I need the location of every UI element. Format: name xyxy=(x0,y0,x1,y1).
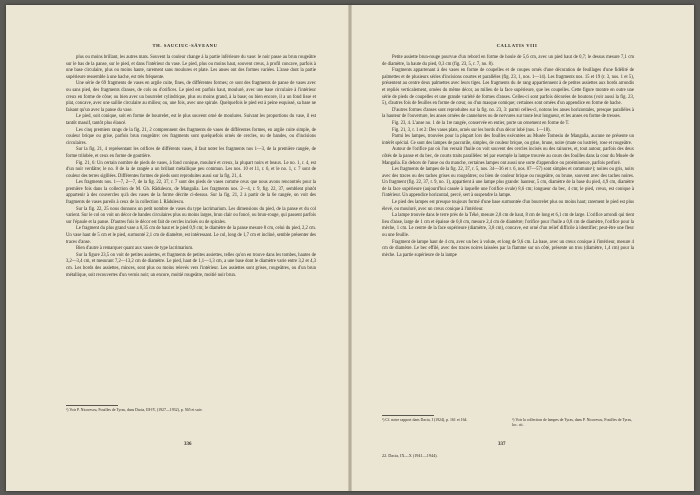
paragraph: Fig. 21, 3, r. 1 et 2: Des vases plats, ornés sur les bords d'un décor lobé (nos. 1—18). xyxy=(392,127,551,133)
paragraph: Sur la figure 23,5 on voit de petites assiettes, et fragments de petites assiettes, telles qu'on en trouve dans les tombes, hautes de 3,2—3,4 cm, et mesurant 7,2—13,2 cm de diamètre. Le pied, haut de 1,1—1,3 cm, a une base dont le diamètre varie entre 3,2 et 4,3 cm. Les bords des assiettes, minces, sont plus ou moins relevés vers l'intérieur. Les assiettes sont grises, rougeâtres, ou d'un brun métallique, soit recouvertes d'un vernis noir; un encore, moitié rougeâtre, moitié noir brun. xyxy=(66,252,316,278)
right-page xyxy=(352,5,694,491)
paragraph: Les fragments de lampes de la fig. 22, 37, r. 5, nos. 34—36 et r. 6, nos. 07—57) sont simples et communs¹); noires ou gris, noirs avec des traces ou des taches grises ou rougeâtres; ou bien de couleur brique ou rougeâtre, ou brune, souvent avec des taches noires. Un fragment (fig. 22, 37, r. 9, no. 1), appartient à une lampe plus grande: hauteur, 5 cm, diamètre de la base du pied, 4,9 cm, diamètre de la face supérieure (aujourd'hui cassée à laquelle une l'orifice ovale) 8,6 cm; longueur du bec, 4 cm; le pied, creux, est conique à l'intérieur. Un appendice horizontal, percé, sert à suspendre la lampe. xyxy=(382,167,634,199)
paragraph: Petite assiette brun-rouge pourvue d'un rebord en forme de houle de 5,6 cm, avec un pied haut de 0,7; le dessus mesure 7,1 cm de diamètre, la haute du pied, 0,3 cm (fig. 23, 5, r. 7, no. 8). xyxy=(382,55,634,67)
footnote-rule xyxy=(382,415,434,416)
paragraph: D'autres formes d'anses sont reproduites sur la fig. no. 23, 3: parmi celles-ci, notons les anses horizontales, presque parallèles à la hauteur de l'ouverture, les anses ornées de cannelures ou de nervures sur toute leur longueur, et les anses en forme de tresses. xyxy=(382,107,634,120)
book-spread xyxy=(6,5,694,491)
left-page xyxy=(6,5,348,491)
footnote: ¹) Voir P. Nicorescu, Fouilles de Tyras, dans Dacia, III-IV, (1927—1932), p. 565 et suiv. xyxy=(66,408,203,412)
page-number: 337 xyxy=(498,442,506,447)
body-text xyxy=(382,55,634,259)
footnotes xyxy=(382,418,634,428)
paragraph: La lampe trouvée dans le terre près de la Tékè, mesure 2,8 cm de haut, 8 cm de long et 6,1 cm de large. L'orifice arrondi qui tient lieu d'anse, large de 1 cm et épaisse de 0,8 cm, mesure 2,4 cm de diamètre; l'orifice pour l'huile a 0,8 cm de diamètre, l'orifice pour la mèche, 1 cm. Le centre de la face supérieure (diamètre, 3,8 cm), concave, est orné d'un relief difficile à identifier; peut-être une fleur ou une feuille. xyxy=(382,213,634,239)
paragraph: plus ou moins brillant, les autres mats. Souvent la couleur change à la partie inférieure du vase: le noir passe au brun rougeâtre sur le bas de la panse, sur le pied, et dans l'intérieur du vase. Le pied, plus ou moins haut, souvent creux, à profil concave, parfois à une base circulaire, plus ou moins haute, rarement sans moulures et plate. Les anses ont des formes variées. L'anse dont la partie supérieure ressemble à une hache, est très fréquente. xyxy=(66,55,316,80)
paragraph: Les fragments nos. 1—7, 2—7, de la fig. 22, 37, r. 7 sont des pieds de vases comme ceux que nous avons rencontrés pour la première fois dans la collection de M. Gh. Rădulescu, de Mangalia. Les fragments nos. 2—4, r. 9, fig. 22, 37, semblent plutôt appartenir à des couvercles qu'à des vases de la forme décrite ci-dessus. Sur la fig. 21, 2 à partir de la 6e rangée, on voit des fragments de vases pareils à ceux de la collection I. Rădulescu. xyxy=(66,180,316,206)
footnote: ¹) Cf. notre rapport dans Dacia, I (1924), p. 161 et 164. xyxy=(382,418,468,422)
paragraph: Bien d'autre à remarquer quant aux vases de type lacrimarium. xyxy=(76,246,194,252)
signature-line: 22. Dacia, IX—X (1941—1944). xyxy=(382,453,438,458)
paragraph: Le fragment du plus grand vase a 0,35 cm de haut et le pied 0,9 cm; le diamètre de la panse mesure 8 cm, celui du pied, 2,2 cm. Un vase haut de 5 cm et le pied, surmonté 2,1 cm de diamètre, est intéressant. Le col, long de 1,7 cm et incliné, semble présenter des traces d'anse. xyxy=(66,226,316,245)
paragraph: Fig. 21, 6: Un certain nombre de pieds de vases, à fond conique, mouluré et creux, la plupart noirs et beaux. Le no. 1, r. 4, est d'un noir verdâtre; le no. 8 de la 4e rangée a un brillant métallique peu commun. Les nos. 10 et 11, r. 6, et le no. 1, r. 7 sont de couleur des terres sigillées. Différentes formes de pieds sont reproduites aussi sur la fig. 21, 4. xyxy=(66,160,316,179)
paragraph: Les cinq premiers rangs de la fig. 21, 2 comprennent des fragments de vases de différentes formes, en argile cuite simple, de couleur brique ou grise, parfois brun rougeâtre: ces fragments sont quelquefois ornés de cercles, ou de bandes, ou d'incisions circulaires. xyxy=(66,127,316,146)
paragraph: Fig. 23, 4. L'anse no. 1 de la 1re rangée, conservée en entier, porte un ornement en forme de T. xyxy=(392,120,570,126)
paragraph: Une série de 69 fragments de vases en argile cuite, fines, de différentes formes; ce sont des fragments de panse de vases avec ou sans pied, des fragments d'anses, de cols ou d'orifices. Le pied est parfois haut, mouluré, avec une base circulaire à l'intérieur creux en forme de cône; ou bien avec un bourrelet cylindrique, plus ou moins grand, à la base; ou bien encore, il a un fond lisse et plat, concave, avec une saillie circulaire au milieu; ou, une fois, avec une spirale. Quelquefois le pied est à peine esquissé, sa base ne faisant qu'un avec la panse du vase. xyxy=(66,81,316,113)
footnote: ¹) Voir la collection de lampes de Tyras, dans P. Nicorescu, Fouilles de Tyras, loc. cit. xyxy=(512,418,632,427)
footnote-rule xyxy=(66,405,118,406)
page-number: 336 xyxy=(184,442,192,447)
body-text xyxy=(66,55,316,279)
paragraph: Fragments appartenant à des vases en forme de coupelles et de coupes ornés d'une décoration de feuillages d'une fidélité de palmettes et de plusieurs séries d'incisions courtes et parallèles (fig. 23, 1, nos. 1—14). Les fragments nos. 15 et 19 (r. 3, nos. 1 et 5), présentent au centre deux palmettes avec leurs tiges. Les fragments du 4e rang appartiennent à de petites assiettes aux bords arrondis et repliés verticalement, ornées du même décor, au milieu de la face supérieure, que les coupelles. Cette figure montre en outre une série de pieds de coupelles et une grande variété de formes d'anses. Celles-ci sont parfois décorées de boutons (voir aussi la fig. 23, 5), d'autres fois de feuilles en forme de cœur, ou d'un masque comique; certaines sont ornées d'un appendice en forme de hache. xyxy=(382,68,634,107)
paragraph: Le pied des lampes est presque toujours formé d'une base surmontée d'un bourrelet plus ou moins haut; rarement le pied est plus élevé, ou mouluré, avec un creux conique à l'intérieur. xyxy=(382,200,634,212)
paragraph: Fragment de lampe haut de 4 cm, avec un bec à volute, et long de 9,6 cm. La base, avec un creux conique à l'intérieur, mesure 4 cm de diamètre. Le bec effilé, avec des traces noires laissées par la flamme sur un côté, présente un trou (diamètre, 1,4 cm) pour la mèche. La partie supérieure de la lampe xyxy=(382,239,634,258)
paragraph: Sur la fig. 22, 25 nous donnons un petit nombre de vases du type lacrimarium. Les dimensions du pied, de la panse et du col varient. Sur le col on voit un décor de bandes circulaires plus ou moins larges, brun clair ou foncé, ou brun-rouge, qui passent parfois sur l'épaule et la panse. D'autres fois le décor est fait de cercles incisés ou de spirales. xyxy=(66,206,316,225)
running-head: CALLATIS VIII xyxy=(496,43,538,48)
running-head: TH. SAUCIUC-SĂVEANU xyxy=(152,43,218,48)
paragraph: Sur la fig. 21, 4 représentant les orifices de différents vases, il faut noter les fragments nos 1—3, de la première rangée, de forme trilobée, et ceux en forme de gouttière. xyxy=(66,147,316,159)
paragraph: Parmi les lampes, trouvées pour la plupart lors des fouilles exécutées au Musée Tomesiu de Mangalia, aucune ne présente un intérêt spécial. Ce sont des lampes de paccutile, simples, de couleur brique, ou grise, brune, noire (mate ou lustrée), rose et rougeâtre. xyxy=(382,134,634,146)
paragraph: Le pied, soit conique, soit en forme de bourrelet, est le plus souvent orné de moulures. Suivant les proportions du vase, il est tantôt massif, tantôt plus élancé. xyxy=(66,114,316,126)
paragraph: Autour de l'orifice par où l'on versait l'huile on voit souvent des cercles incisés ou des rainures, et, tout autour, parfois des deux côtés de la panse et du bec, de courts traits parallèles: tel par exemple la lampe trouvée au cours des fouilles dans la cour du Musée de Mangalia. En dehors de l'anse ou du manche, certaines lampes ont aussi une sorte d'appendice ou proéminence, parfois perforé. xyxy=(382,147,634,166)
